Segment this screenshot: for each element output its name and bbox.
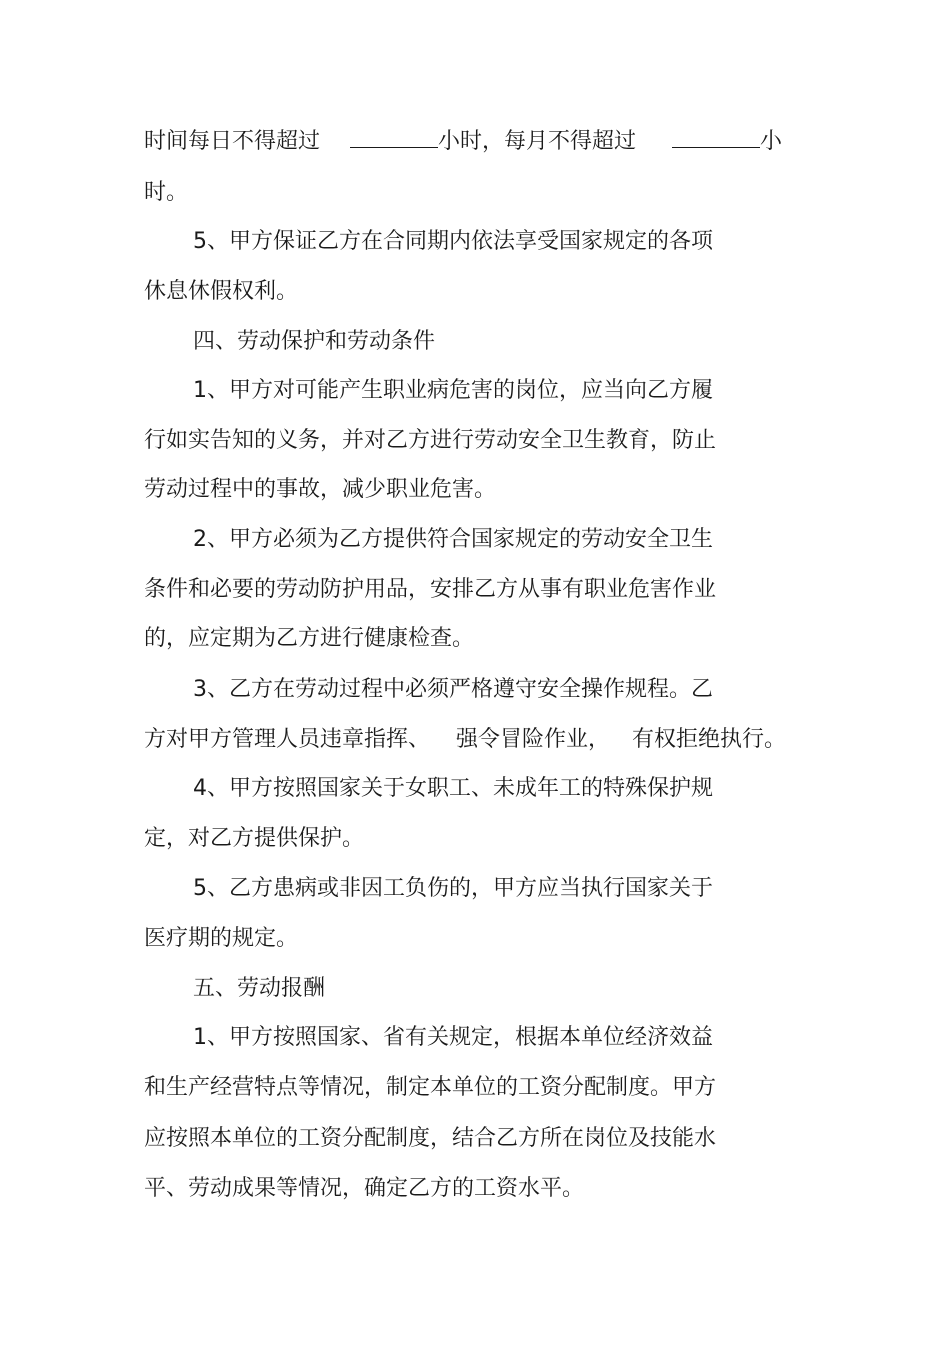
paragraph-start-3-5: 5、甲方保证乙方在合同期内依法享受国家规定的各项 bbox=[193, 229, 713, 254]
fill-in-blank-hours-per-month[interactable] bbox=[672, 129, 760, 148]
text-line-7: 行如实告知的义务，并对乙方进行劳动安全卫生教育，防止 bbox=[144, 428, 717, 453]
paragraph-start-4-1: 1、甲方对可能产生职业病危害的岗位，应当向乙方履 bbox=[193, 378, 713, 403]
text-line-8: 劳动过程中的事故，减少职业危害。 bbox=[144, 477, 497, 502]
text-segment: 方对甲方管理人员违章指挥、 bbox=[144, 727, 431, 752]
text-segment: 时间每日不得超过 bbox=[144, 129, 321, 154]
fill-in-blank-hours-per-day[interactable] bbox=[350, 129, 438, 148]
text-line-15: 定，对乙方提供保护。 bbox=[144, 826, 365, 851]
text-line-10: 条件和必要的劳动防护用品，安排乙方从事有职业危害作业 bbox=[144, 577, 717, 602]
text-segment: 有权拒绝执行。 bbox=[632, 727, 787, 752]
text-line-13 bbox=[144, 725, 786, 755]
paragraph-start-4-3: 3、乙方在劳动过程中必须严格遵守安全操作规程。乙 bbox=[193, 677, 713, 702]
text-line-4: 休息休假权利。 bbox=[144, 279, 299, 304]
paragraph-start-4-2: 2、甲方必须为乙方提供符合国家规定的劳动安全卫生 bbox=[193, 527, 713, 552]
text-line-2: 时。 bbox=[144, 180, 189, 205]
text-line-1 bbox=[144, 127, 782, 157]
paragraph-start-4-5: 5、乙方患病或非因工负伤的，甲方应当执行国家关于 bbox=[193, 876, 713, 901]
text-segment: 小时，每月不得超过 bbox=[438, 129, 637, 154]
text-line-11: 的，应定期为乙方进行健康检查。 bbox=[144, 626, 475, 651]
section-heading-5: 五、劳动报酬 bbox=[193, 976, 326, 1001]
paragraph-start-4-4: 4、甲方按照国家关于女职工、未成年工的特殊保护规 bbox=[193, 776, 713, 801]
text-segment: 小 bbox=[760, 129, 783, 154]
text-line-22: 平、劳动成果等情况，确定乙方的工资水平。 bbox=[144, 1176, 585, 1201]
section-heading-4: 四、劳动保护和劳动条件 bbox=[193, 329, 436, 354]
text-line-17: 医疗期的规定。 bbox=[144, 926, 299, 951]
paragraph-start-5-1: 1、甲方按照国家、省有关规定，根据本单位经济效益 bbox=[193, 1025, 713, 1050]
text-line-20: 和生产经营特点等情况，制定本单位的工资分配制度。甲方 bbox=[144, 1075, 717, 1100]
text-segment: 强令冒险作业， bbox=[456, 727, 611, 752]
text-line-21: 应按照本单位的工资分配制度，结合乙方所在岗位及技能水 bbox=[144, 1126, 717, 1151]
